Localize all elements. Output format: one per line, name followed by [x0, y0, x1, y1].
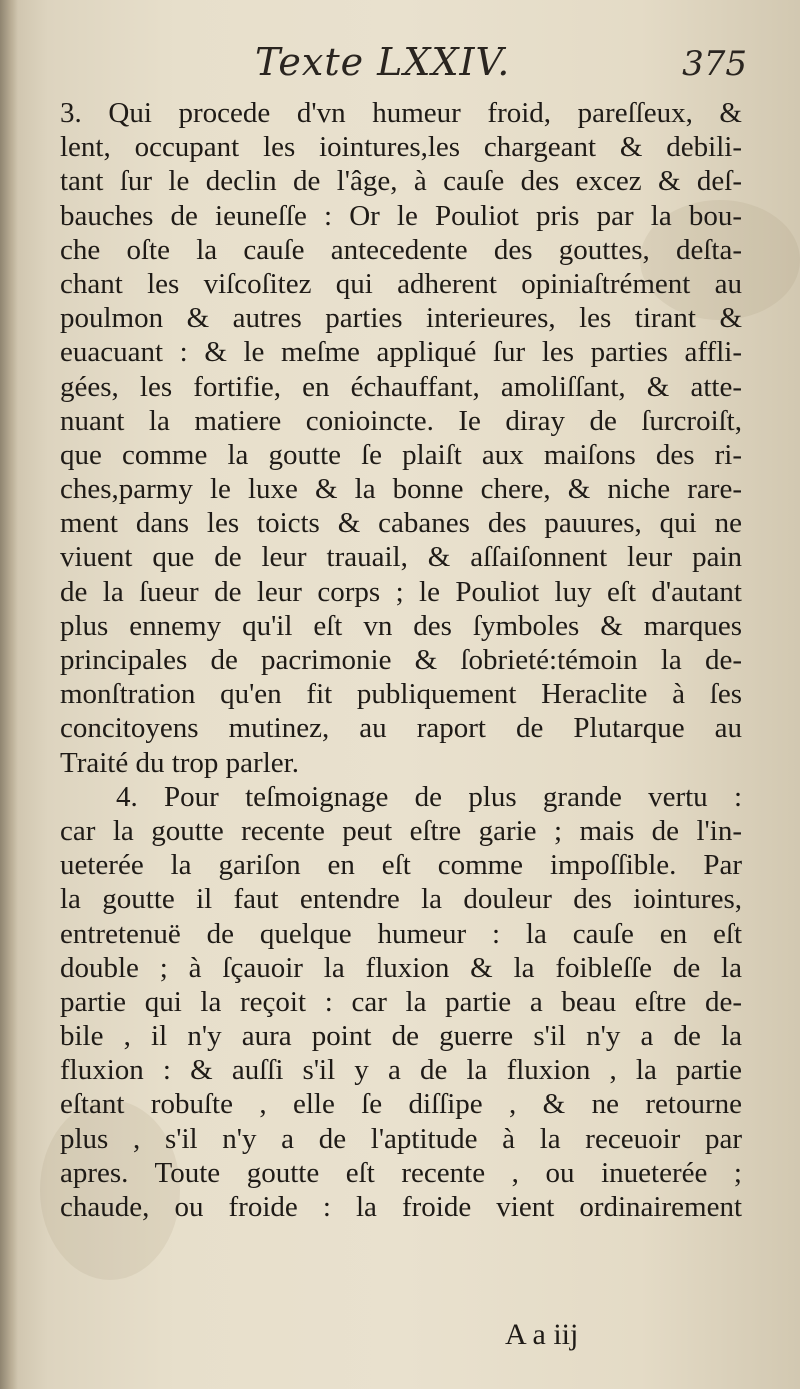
text-line: bauches de ieuneſſe : Or le Pouliot pris par la bou-	[60, 199, 742, 232]
text-line: chaude, ou froide : la froide vient ordinairement	[60, 1191, 742, 1223]
text-line: bile , il n'y aura point de guerre s'il n'y a de la	[60, 1020, 742, 1053]
text-line: eſtant robuſte , elle ſe diſſipe , & ne retourne	[60, 1088, 742, 1121]
text-line: la goutte il faut entendre la douleur des iointures,	[60, 883, 742, 916]
text-line: 3. Qui procede d'vn humeur froid, pareſſeux, &	[60, 97, 742, 129]
text-line: fluxion : & auſſi s'il y a de la fluxion , la partie	[60, 1054, 742, 1087]
text-line: lent, occupant les iointures,les chargeant & debili-	[60, 131, 742, 164]
text-line: 4. Pour teſmoignage de plus grande vertu :	[116, 780, 742, 813]
text-line: ment dans les toicts & cabanes des pauures, qui ne	[60, 507, 742, 540]
text-line: concitoyens mutinez, au raport de Plutarque au	[60, 712, 742, 745]
text-line: principales de pacrimonie & ſobrieté:témoin la de-	[60, 644, 742, 676]
text-line: Traité du trop parler.	[60, 746, 299, 779]
text-line: nuant la matiere conioincte. Ie diray de ſurcroiſt,	[60, 404, 742, 437]
text-line: que comme la goutte ſe plaiſt aux maiſons des ri-	[60, 438, 742, 471]
text-line: che oſte la cauſe antecedente des gouttes, deſta-	[60, 233, 742, 266]
text-line: apres. Toute goutte eſt recente , ou inueterée ;	[60, 1156, 742, 1189]
text-line: ches,parmy le luxe & la bonne chere, & niche rare-	[60, 473, 742, 506]
text-line: gées, les fortifie, en échauffant, amoliſſant, & atte-	[60, 370, 742, 403]
binding-gutter	[0, 0, 18, 1389]
text-line: plus ennemy qu'il eſt vn des ſymboles & marques	[60, 609, 742, 642]
text-line: entretenuë de quelque humeur : la cauſe en eſt	[60, 917, 742, 950]
text-line: car la goutte recente peut eſtre garie ; mais de l'in-	[60, 814, 742, 847]
text-line: ueterée la gariſon en eſt comme impoſſible. Par	[60, 849, 742, 882]
page-header	[255, 40, 775, 98]
text-line: chant les viſcoſitez qui adherent opiniaſtrément au	[60, 267, 742, 300]
text-line: viuent que de leur trauail, & aſſaiſonnent leur pain	[60, 541, 742, 574]
page-number: 375	[682, 44, 747, 84]
text-line: poulmon & autres parties interieures, les tirant &	[60, 302, 742, 335]
running-head: Texte LXXIV.	[255, 40, 511, 84]
text-line: partie qui la reçoit : car la partie a beau eſtre de-	[60, 985, 742, 1018]
text-line: double ; à ſçauoir la fluxion & la foibleſſe de la	[60, 951, 742, 984]
text-line: tant ſur le declin de l'âge, à cauſe des excez & deſ-	[60, 165, 742, 198]
text-line: plus , s'il n'y a de l'aptitude à la receuoir par	[60, 1122, 742, 1155]
text-line: de la ſueur de leur corps ; le Pouliot luy eſt d'autant	[60, 575, 742, 608]
signature-mark: A a iij	[505, 1318, 579, 1351]
body-text	[60, 96, 742, 1224]
text-line: euacuant : & le meſme appliqué ſur les parties affli-	[60, 336, 742, 369]
text-line: monſtration qu'en fit publiquement Heraclite à ſes	[60, 678, 742, 711]
